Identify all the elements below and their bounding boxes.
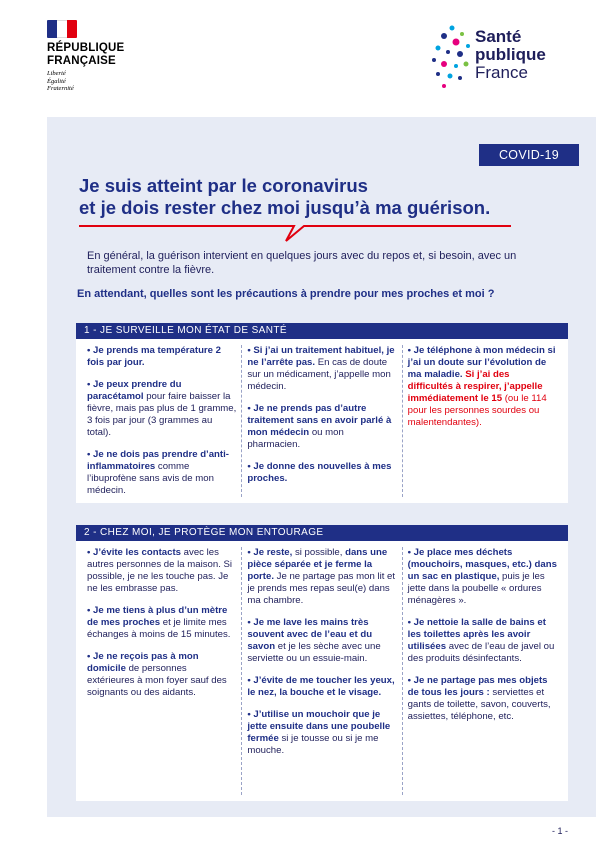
title-line-1: Je suis atteint par le coronavirus (79, 175, 368, 196)
covid-badge: COVID-19 (479, 144, 579, 166)
list-item: • Je me lave les mains très souvent avec de l’eau et du savon et je les sèche avec une serviette ou un essuie-main. (247, 617, 381, 664)
list-item: • J’évite de me toucher les yeux, le nez, la bouche et le visage. (247, 675, 395, 698)
list-item: • Je prends ma température 2 fois par jour. (87, 345, 221, 368)
rf-motto-2: Égalité (47, 77, 66, 85)
list-item: • J’évite les contacts avec les autres personnes de la maison. Si possible, je ne les touche pas. Je ne les embrasse pas. (87, 547, 233, 594)
list-item: • Je ne partage pas mes objets de tous les jours : serviettes et gants de toilette, savon, couverts, assiettes, téléphone, etc. (407, 675, 551, 722)
flag-icon (47, 20, 77, 38)
spf-dots-icon (430, 24, 474, 92)
spf-name (475, 28, 546, 82)
page-number: - 1 - (551, 826, 568, 836)
spf-line1: Santé (475, 27, 522, 46)
rf-motto-3: Fraternité (47, 85, 74, 92)
list-item: • Je place mes déchets (mouchoirs, masques, etc.) dans un sac en plastique, puis je les jette dans la poubelle « ordures ménagères ». (407, 547, 557, 606)
list-item: • J’utilise un mouchoir que je jette ensuite dans une poubelle fermée si je tousse ou si je me mouche. (247, 709, 391, 756)
list-item: • Je nettoie la salle de bains et les toilettes après les avoir utilisées avec de l’eau de javel ou des produits désinfectants. (407, 617, 555, 664)
column-2 (241, 547, 401, 795)
column-2 (241, 345, 401, 497)
republique-francaise-logo (47, 20, 167, 93)
rf-motto (47, 70, 167, 93)
column-1 (82, 547, 241, 795)
rf-name-line2: FRANÇAISE (47, 54, 116, 67)
list-item: • Je reste, si possible, dans une pièce séparée et je ferme la porte. Je ne partage pas mon lit et je prends mes repas seul(e) dans ma chambre. (247, 547, 396, 606)
list-item: • Je peux prendre du paracétamol pour faire baisser la fièvre, mais pas plus de 1 gramme, 3 fois par jour (3 grammes au total). (87, 379, 237, 438)
section-health-monitoring (76, 323, 568, 503)
list-item: • Je ne prends pas d’autre traitement sans en avoir parlé à mon médecin ou mon pharmacien. (247, 403, 392, 450)
main-panel (47, 117, 596, 817)
title-line-2: et je dois rester chez moi jusqu’à ma guérison. (79, 197, 491, 218)
question-text: En attendant, quelles sont les précautions à prendre pour mes proches et moi ? (77, 288, 495, 300)
spf-line2: publique (475, 45, 546, 64)
section-heading: 1 - JE SURVEILLE MON ÉTAT DE SANTÉ (76, 323, 568, 339)
list-item: • Je ne dois pas prendre d’anti-inflammatoires comme l’ibuprofène sans avis de mon médecin. (87, 449, 229, 496)
list-item: • Je donne des nouvelles à mes proches. (247, 461, 392, 484)
section-protect-household (76, 525, 568, 801)
rf-motto-1: Liberté (47, 70, 66, 77)
spf-line3: France (475, 63, 528, 82)
list-item: • Je ne reçois pas à mon domicile de personnes extérieures à mon foyer sauf des soignants ou des aidants. (87, 651, 227, 698)
rf-name-line1: RÉPUBLIQUE (47, 42, 125, 54)
column-3 (402, 345, 562, 497)
section-heading: 2 - CHEZ MOI, JE PROTÈGE MON ENTOURAGE (76, 525, 568, 541)
column-1 (82, 345, 241, 497)
list-item: • Je téléphone à mon médecin si j’ai un doute sur l’évolution de ma maladie. Si j’ai des difficultés à respirer, j’appelle immédiatement le 15 (ou le 114 pour les personnes sourdes ou malentendantes). (407, 345, 556, 428)
list-item: • Si j’ai un traitement habituel, je ne l’arrête pas. En cas de doute sur un médicament, j’appelle mon médecin. (247, 345, 395, 392)
sante-publique-france-logo (430, 24, 560, 96)
page-title (79, 175, 490, 219)
list-item: • Je me tiens à plus d’un mètre de mes proches et je limite mes échanges à moins de 15 minutes. (87, 605, 231, 640)
speech-tail-icon (282, 225, 312, 243)
speech-bubble-divider (79, 225, 511, 245)
column-3 (402, 547, 562, 795)
intro-text: En général, la guérison intervient en quelques jours avec du repos et, si besoin, avec un traitement contre la fièvre. (87, 250, 517, 276)
rf-name (47, 42, 167, 67)
